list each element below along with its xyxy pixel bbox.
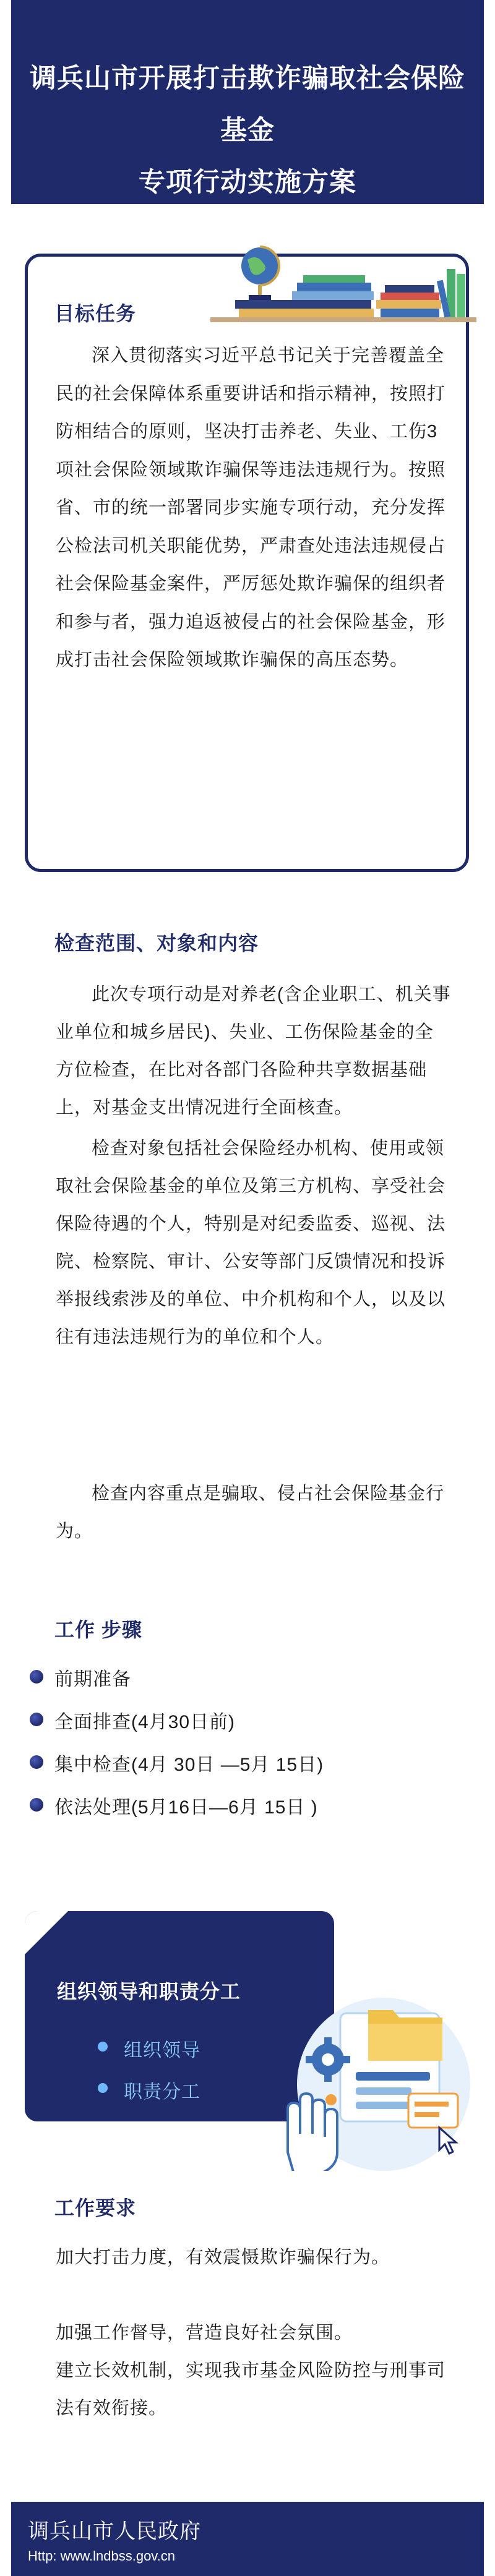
goals-text: 深入贯彻落实习近平总书记关于完善覆盖全民的社会保障体系重要讲话和指示精神，按照打防相结合的原则，坚决打击养老、失业、工伤3项社会保险领域欺诈骗保等违法违规行为。按照省、市的统一部署同步实施专项行动，充分发挥公检法司机关职能优势，严肃查处违法违规侵占社会保险基金案件，严厉惩处欺诈骗保的组织者和参与者，强力追返被侵占的社会保险基金，形成打击社会保险领域欺诈骗保的高压态势。	[56, 346, 446, 670]
requirement-item: 加强工作督导，营造良好社会氛围。	[56, 2323, 353, 2343]
books-globe-icon	[210, 238, 476, 328]
org-dot	[98, 2083, 108, 2093]
org-heading: 组织领导和职责分工	[57, 1980, 241, 2003]
step-item: 依法处理(5月16日—6月 15日 )	[54, 1797, 318, 1818]
requirement-item: 建立长效机制，实现我市基金风险防控与刑事司法有效衔接。	[56, 2361, 446, 2418]
requirements-heading: 工作要求	[54, 2197, 137, 2219]
goals-heading: 目标任务	[54, 302, 137, 325]
scope-heading: 检查范围、对象和内容	[54, 932, 259, 954]
folder-gear-hand-icon	[282, 1967, 480, 2171]
bullet-dot	[30, 1670, 43, 1684]
scope-para-1: 此次专项行动是对养老(含企业职工、机关事业单位和城乡居民)、失业、工伤保险基金的全方位检查，在比对各部门各险种共享数据基础上，对基金支出情况进行全面核查。	[56, 985, 451, 1118]
header-banner	[0, 0, 495, 204]
bullet-dot	[30, 1798, 43, 1812]
requirement-item: 加大打击力度，有效震慑欺诈骗保行为。	[56, 2248, 390, 2267]
org-item: 职责分工	[124, 2082, 200, 2102]
footer-url[interactable]: Http: www.lndbss.gov.cn	[28, 2548, 176, 2564]
org-dot	[98, 2042, 108, 2052]
steps-heading: 工作 步骤	[54, 1619, 142, 1641]
org-item: 组织领导	[124, 2040, 200, 2061]
scope-para-3: 检查内容重点是骗取、侵占社会保险基金行为。	[56, 1484, 445, 1541]
bullet-dot	[30, 1755, 43, 1769]
page-title: 调兵山市开展打击欺诈骗取社会保险基金 专项行动实施方案	[30, 63, 465, 198]
footer-bar	[0, 2502, 495, 2576]
step-item: 集中检查(4月 30日 —5月 15日)	[54, 1755, 324, 1775]
footer-org-name: 调兵山市人民政府	[28, 2520, 201, 2543]
scope-para-2: 检查对象包括社会保险经办机构、使用或领取社会保险基金的单位及第三方机构、享受社会保险待遇的个人，特别是对纪委监委、巡视、法院、检察院、审计、公安等部门反馈情况和投诉举报线索涉及的单位、中介机构和个人，以及以往有违法违规行为的单位和个人。	[56, 1139, 446, 1347]
bullet-dot	[30, 1713, 43, 1726]
step-item: 全面排查(4月30日前)	[54, 1712, 236, 1732]
step-item: 前期准备	[54, 1669, 131, 1690]
